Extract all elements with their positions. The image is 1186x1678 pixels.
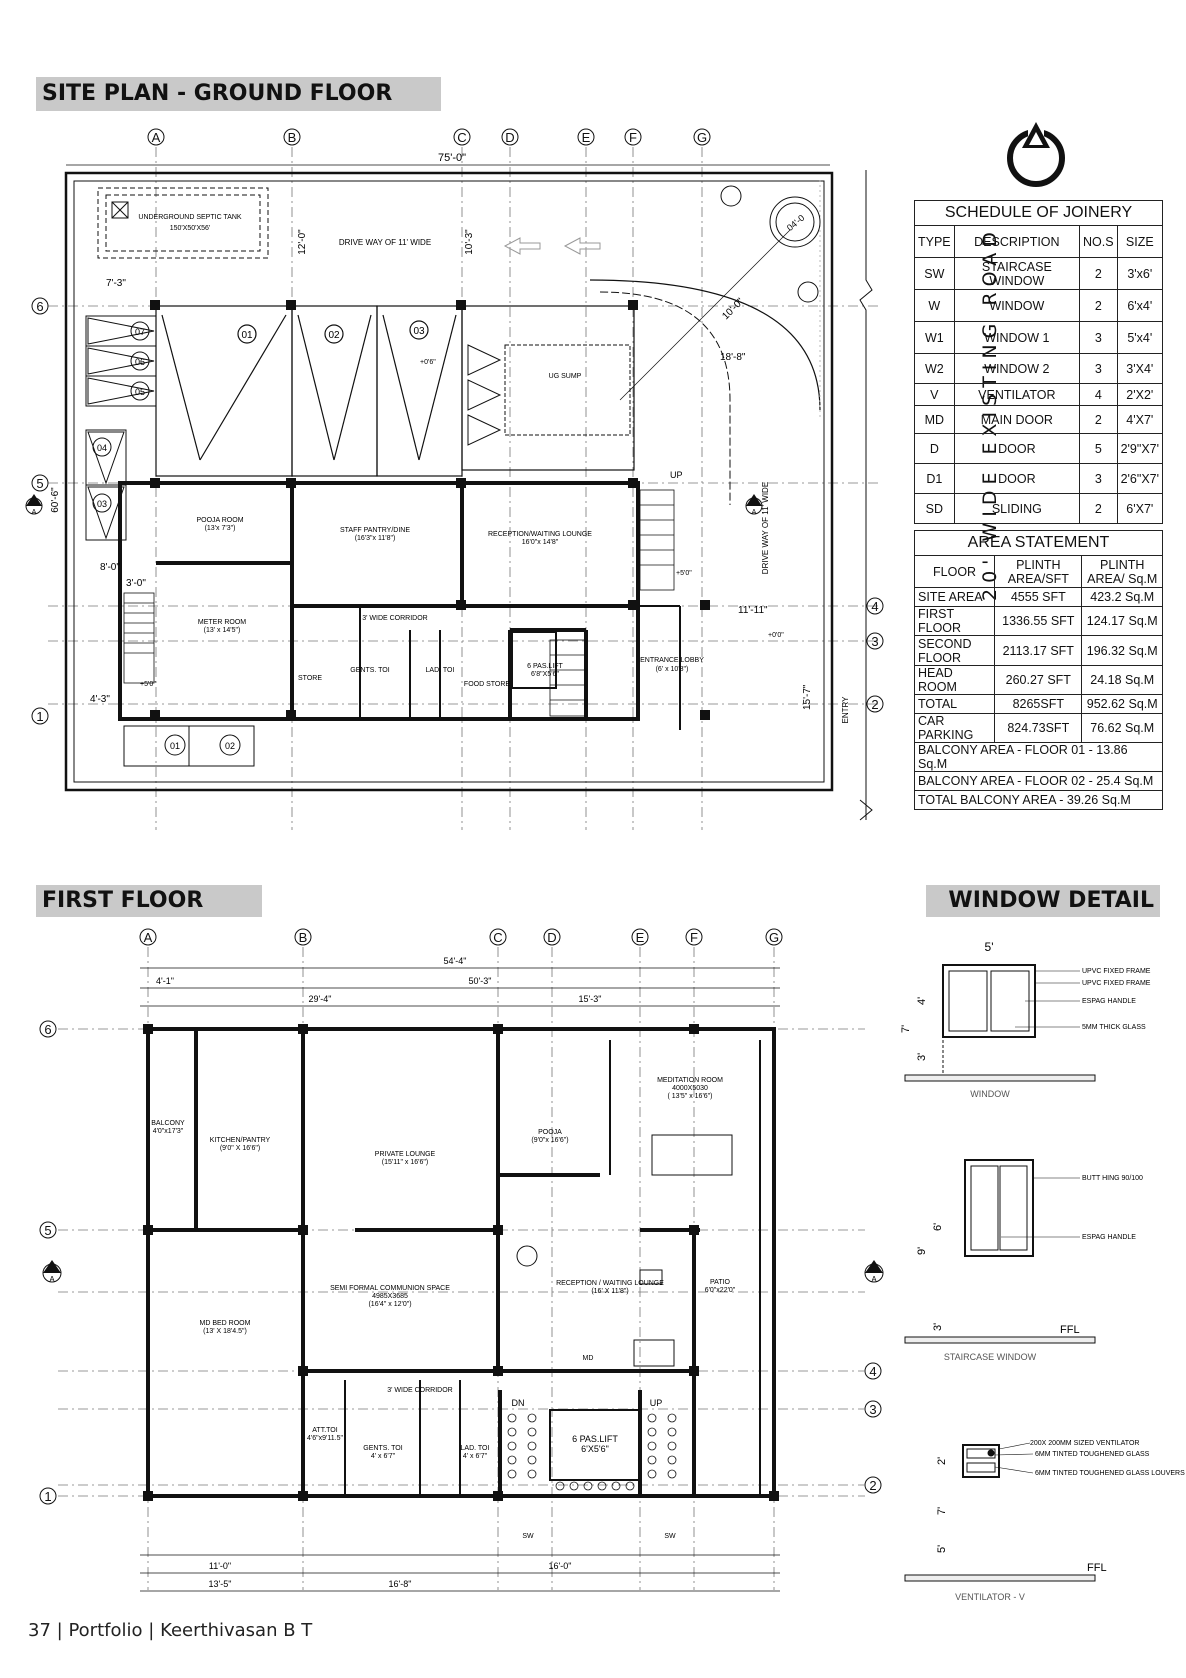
ff-patio-label: PATIO	[710, 1279, 730, 1286]
ff-sw-label-2: SW	[664, 1533, 676, 1540]
dim-8-0: 8'-0"	[100, 562, 120, 573]
level-tag-1: +0'6"	[420, 359, 436, 366]
w1-height-label: 4'	[916, 996, 928, 1005]
first-floor-heading: FIRST FLOOR	[36, 885, 262, 917]
north-arrow-icon	[1000, 118, 1072, 190]
grid-label-e: E	[581, 130, 591, 145]
grid-label-3: 3	[871, 634, 879, 649]
sw-total-label: 9'	[916, 1246, 928, 1255]
schedule-cell: MAIN DOOR	[954, 406, 1079, 434]
grid-label-6: 6	[36, 299, 44, 314]
level-tag-2: +5'0"	[676, 570, 692, 577]
svg-text:01: 01	[169, 741, 181, 751]
ff-dim-11-0: 11'-0"	[208, 1561, 232, 1571]
grid-label-1: 1	[36, 709, 44, 724]
level-tag-4: +5'0"	[140, 681, 156, 688]
area-header: PLINTH AREA/SFT	[995, 556, 1082, 588]
area-note: BALCONY AREA - FLOOR 01 - 13.86 Sq.M	[915, 743, 1163, 772]
driveway-vertical-label: DRIVE WAY OF 11' WIDE	[761, 481, 770, 575]
ff-meditation-size1: 4000X5030	[672, 1085, 708, 1092]
area-cell: FIRST FLOOR	[915, 607, 995, 636]
w1-sill-label: 3'	[916, 1052, 928, 1061]
schedule-title: SCHEDULE OF JOINERY	[915, 201, 1163, 226]
ff-balcony-label: BALCONY	[151, 1120, 185, 1127]
first-floor-plan	[0, 920, 900, 1610]
sw-height-label: 6'	[932, 1222, 944, 1231]
schedule-header: TYPE	[915, 226, 955, 258]
gf-store-label: STORE	[298, 675, 322, 682]
gf-meter-size: (13' x 14'5")	[203, 627, 241, 634]
v-ffl-label: FFL	[1087, 1562, 1107, 1574]
schedule-cell: 2	[1080, 494, 1118, 524]
schedule-cell: W2	[915, 354, 955, 384]
sw-sill-label: 3'	[932, 1322, 944, 1331]
gf-corridor-label: 3' WIDE CORRIDOR	[362, 615, 428, 622]
schedule-cell: 2	[1080, 290, 1118, 322]
footer-separator: |	[56, 1620, 63, 1641]
ventilator-elevation	[963, 1445, 999, 1477]
schedule-cell: 2'9"X7'	[1117, 434, 1162, 464]
schedule-cell: WINDOW	[954, 290, 1079, 322]
ff-dim-50-3: 50'-3"	[468, 976, 492, 986]
grid-label-5: 5	[36, 476, 44, 491]
ff-lift-size: 6'X5'6"	[581, 1444, 609, 1454]
area-cell: 24.18 Sq.M	[1082, 666, 1163, 695]
ff-dim-4-1: 4'-1"	[156, 976, 174, 986]
area-cell: 824.73SFT	[995, 714, 1082, 743]
v-sill-label: 5'	[936, 1544, 948, 1553]
w1-note-3: ESPAG HANDLE	[1082, 998, 1136, 1005]
w1-note-4: 5MM THICK GLASS	[1082, 1024, 1146, 1031]
schedule-cell: SD	[915, 494, 955, 524]
schedule-cell: SLIDING	[954, 494, 1079, 524]
schedule-cell: 3'x6'	[1117, 258, 1162, 290]
site-plan-heading: SITE PLAN - GROUND FLOOR	[36, 77, 441, 111]
area-cell: 124.17 Sq.M	[1082, 607, 1163, 636]
schedule-cell: W1	[915, 322, 955, 354]
schedule-cell: D	[915, 434, 955, 464]
svg-text:A: A	[31, 509, 37, 516]
schedule-cell: 5	[1080, 434, 1118, 464]
schedule-cell: 2	[1080, 406, 1118, 434]
ff-private-lounge-size: (15'11" x 16'6")	[381, 1159, 429, 1166]
ff-kitchen-label: KITCHEN/PANTRY	[209, 1137, 271, 1144]
gf-lift-label: 6 PAS.LIFT	[527, 663, 563, 670]
svg-text:A: A	[751, 509, 757, 516]
schedule-cell: WINDOW 2	[954, 354, 1079, 384]
gf-up-label: UP	[670, 470, 683, 480]
ff-balcony-size: 4'0"x17'3"	[152, 1128, 184, 1135]
svg-text:06: 06	[134, 357, 146, 367]
ff-lad-size: 4' x 6'7"	[462, 1453, 488, 1460]
page-footer	[28, 1620, 312, 1641]
grid-label-4: 4	[871, 599, 879, 614]
ff-patio-size: 6'0"x22'0"	[704, 1287, 736, 1294]
dim-15-7: 15'-7"	[802, 684, 813, 710]
gf-meter-label: METER ROOM	[197, 619, 247, 626]
ff-grid-c: C	[493, 930, 503, 945]
gf-staff-size: (16'3"x 11'8")	[354, 535, 396, 542]
area-cell: CAR PARKING	[915, 714, 995, 743]
schedule-of-joinery-table	[914, 200, 1163, 524]
grid-label-c: C	[457, 130, 467, 145]
schedule-cell: 3	[1080, 354, 1118, 384]
v-total-label: 7'	[936, 1506, 948, 1515]
ff-grid-f: F	[690, 930, 698, 945]
gf-lobby-label: ENTRANCE LOBBY	[640, 657, 704, 664]
ff-communion-size2: (16'4" x 12'0")	[368, 1301, 412, 1308]
dim-overall-depth: 60'-6"	[50, 487, 61, 513]
svg-text:05: 05	[134, 387, 146, 397]
w1-note-2: UPVC FIXED FRAME	[1082, 980, 1151, 987]
ug-sump-label: UG SUMP	[548, 373, 582, 380]
area-cell: SITE AREA	[915, 588, 995, 607]
ff-gents-label: GENTS. TOI	[363, 1445, 403, 1452]
ff-grid-3: 3	[869, 1402, 877, 1417]
ff-grid-2: 2	[869, 1478, 877, 1493]
svg-text:04: 04	[96, 443, 108, 453]
ff-grid-5: 5	[44, 1223, 52, 1238]
area-cell: 4555 SFT	[995, 588, 1082, 607]
area-cell: 1336.55 SFT	[995, 607, 1082, 636]
dim-7-3: 7'-3"	[106, 278, 126, 289]
footer-separator: |	[148, 1620, 155, 1641]
ff-pooja-size: (9'0"x 16'6")	[531, 1137, 569, 1144]
v-note-1: 200X 200MM SIZED VENTILATOR	[1030, 1440, 1140, 1447]
dim-10-0: 10'-0"	[720, 296, 747, 323]
ff-md-bed-size: (13' X 18'4.5")	[203, 1328, 247, 1335]
schedule-cell: 6'x4'	[1117, 290, 1162, 322]
dim-overall-width: 75'-0"	[437, 152, 467, 164]
schedule-cell: MD	[915, 406, 955, 434]
ff-dn-label: DN	[511, 1398, 525, 1408]
area-header: FLOOR	[915, 556, 995, 588]
ff-pooja-label: POOJA	[538, 1129, 562, 1136]
ff-dim-13-5: 13'-5"	[208, 1579, 232, 1589]
ground-floor-plan	[0, 120, 915, 840]
w1-caption: WINDOW	[970, 1089, 1010, 1099]
window-details	[895, 935, 1185, 1615]
ff-grid-1: 1	[44, 1489, 52, 1504]
schedule-cell: V	[915, 384, 955, 406]
gf-lad-label: LAD. TOI	[425, 667, 455, 674]
window-detail-heading: WINDOW DETAIL	[926, 885, 1160, 917]
ff-kitchen-size: (9'0" X 16'6")	[219, 1145, 261, 1152]
ff-grid-6: 6	[44, 1022, 52, 1037]
svg-text:A: A	[871, 1275, 877, 1284]
ff-lift-label: 6 PAS.LIFT	[572, 1434, 618, 1444]
staircase-window-elevation	[965, 1160, 1033, 1256]
grid-label-2: 2	[871, 697, 879, 712]
area-cell: 196.32 Sq.M	[1082, 636, 1163, 666]
schedule-cell: 6'X7'	[1117, 494, 1162, 524]
tree-label: 04'-0	[784, 212, 807, 233]
ff-corridor-label: 3' WIDE CORRIDOR	[387, 1387, 453, 1394]
schedule-cell: 2'6"X7'	[1117, 464, 1162, 494]
v-note-3: 6MM TINTED TOUGHENED GLASS LOUVERS	[1035, 1470, 1185, 1477]
schedule-cell: VENTILATOR	[954, 384, 1079, 406]
ff-md-bed-label: MD BED ROOM	[199, 1320, 251, 1327]
schedule-cell: 3'X4'	[1117, 354, 1162, 384]
ff-md-label: MD	[582, 1355, 594, 1362]
schedule-cell: STAIRCASE WINDOW	[954, 258, 1079, 290]
ff-communion-label: SEMI FORMAL COMMUNION SPACE	[330, 1285, 450, 1292]
ff-dim-overall: 54'-4"	[443, 956, 467, 966]
v-caption: VENTILATOR - V	[955, 1592, 1025, 1602]
area-cell: TOTAL	[915, 695, 995, 714]
gf-staff-label: STAFF PANTRY/DINE	[339, 527, 411, 534]
gf-reception-label: RECEPTION/WAITING LOUNGE	[488, 531, 592, 538]
dim-4-3: 4'-3"	[90, 694, 110, 705]
gf-lobby-size: (6' x 10'8")	[655, 666, 689, 673]
gf-gents-label: GENTS. TOI	[350, 667, 390, 674]
sw-note-1: BUTT HING 90/100	[1082, 1175, 1143, 1182]
gf-lift-size: 6'8"X5'6"	[531, 671, 559, 678]
footer-portfolio: Portfolio	[68, 1620, 143, 1641]
area-cell: HEAD ROOM	[915, 666, 995, 695]
area-cell: 952.62 Sq.M	[1082, 695, 1163, 714]
grid-label-d: D	[505, 130, 515, 145]
ff-communion-size1: 4985X3685	[372, 1293, 408, 1300]
gf-pooja-label: POOJA ROOM	[196, 517, 244, 524]
schedule-cell: D1	[915, 464, 955, 494]
schedule-cell: 2'X2'	[1117, 384, 1162, 406]
ff-grid-b: B	[298, 930, 308, 945]
ff-grid-e: E	[635, 930, 645, 945]
area-cell: 76.62 Sq.M	[1082, 714, 1163, 743]
area-cell: 2113.17 SFT	[995, 636, 1082, 666]
ff-gents-size: 4' x 6'7"	[370, 1453, 396, 1460]
dim-3-0: 3'-0"	[126, 578, 146, 589]
svg-text:02: 02	[224, 741, 236, 751]
ff-section-marker-icon	[43, 1260, 883, 1284]
dim-18-8: 18'-8"	[720, 352, 746, 363]
area-header: PLINTH AREA/ Sq.M	[1082, 556, 1163, 588]
ff-dim-16-0: 16'-0"	[548, 1561, 572, 1571]
v-height-label: 2'	[936, 1456, 948, 1465]
ff-reception-label: RECEPTION / WAITING LOUNGE	[556, 1280, 664, 1287]
area-note: BALCONY AREA - FLOOR 02 - 25.4 Sq.M	[915, 772, 1163, 791]
page-number: 37	[28, 1620, 51, 1641]
ff-grid-a: A	[143, 930, 153, 945]
grid-label-f: F	[629, 130, 637, 145]
dim-12-0: 12'-0"	[297, 229, 308, 255]
ff-reception-size: (16' X 11'8")	[591, 1288, 629, 1295]
area-note: TOTAL BALCONY AREA - 39.26 Sq.M	[915, 791, 1163, 810]
w1-width-label: 5'	[984, 940, 994, 954]
septic-tank-label: UNDERGROUND SEPTIC TANK	[138, 214, 242, 221]
area-cell: 260.27 SFT	[995, 666, 1082, 695]
ff-grid-g: G	[768, 930, 780, 945]
schedule-cell: SW	[915, 258, 955, 290]
schedule-cell: 2	[1080, 258, 1118, 290]
gf-food-label: FOOD STORE	[463, 681, 511, 688]
w1-note-1: UPVC FIXED FRAME	[1082, 968, 1151, 975]
grid-label-b: B	[287, 130, 297, 145]
dim-11-11: 11'-11"	[738, 605, 768, 616]
schedule-cell: 4'X7'	[1117, 406, 1162, 434]
gf-pooja-size: (13'x 7'3")	[204, 525, 236, 532]
grid-label-g: G	[696, 130, 708, 145]
area-cell: 423.2 Sq.M	[1082, 588, 1163, 607]
driveway-label: DRIVE WAY OF 11' WIDE	[338, 238, 432, 247]
schedule-header: SIZE	[1117, 226, 1162, 258]
ff-dim-15-3: 15'-3"	[578, 994, 602, 1004]
schedule-cell: W	[915, 290, 955, 322]
ff-meditation-label: MEDITATION ROOM	[657, 1077, 723, 1084]
ff-lad-label: LAD. TOI	[460, 1445, 490, 1452]
schedule-cell: 3	[1080, 322, 1118, 354]
area-cell: SECOND FLOOR	[915, 636, 995, 666]
ff-grid-d: D	[547, 930, 557, 945]
ff-dim-16-8: 16'-8"	[388, 1579, 412, 1589]
ff-up-label: UP	[649, 1398, 663, 1408]
svg-text:07: 07	[134, 327, 146, 337]
area-cell: 8265SFT	[995, 695, 1082, 714]
sw-caption: STAIRCASE WINDOW	[943, 1352, 1037, 1362]
level-tag-3: +0'0"	[768, 632, 784, 639]
schedule-cell: 3	[1080, 464, 1118, 494]
sw-ffl-label: FFL	[1060, 1324, 1080, 1336]
ff-dim-29-4: 29'-4"	[308, 994, 332, 1004]
v-note-2: 6MM TINTED TOUGHENED GLASS	[1035, 1451, 1150, 1458]
gf-reception-size: 16'0"x 14'8"	[521, 539, 559, 546]
footer-author: Keerthivasan B T	[160, 1620, 313, 1641]
schedule-cell: WINDOW 1	[954, 322, 1079, 354]
grid-bubbles-top	[148, 129, 710, 145]
svg-text:01: 01	[241, 330, 253, 341]
ff-grid-4: 4	[869, 1364, 877, 1379]
schedule-cell: DOOR	[954, 434, 1079, 464]
svg-text:02: 02	[328, 330, 340, 341]
svg-text:03: 03	[96, 499, 108, 509]
window-elevation	[943, 965, 1035, 1075]
ff-att-toi-label: ATT.TOI	[312, 1427, 338, 1434]
ff-meditation-size2: ( 13'5" x 16'6")	[667, 1093, 713, 1100]
schedule-header: NO.S	[1080, 226, 1118, 258]
w1-total-label: 7'	[900, 1024, 912, 1033]
schedule-cell: 4	[1080, 384, 1118, 406]
svg-text:03: 03	[413, 326, 425, 337]
ff-sw-label-1: SW	[522, 1533, 534, 1540]
entry-label: ENTRY	[841, 696, 850, 724]
schedule-cell: DOOR	[954, 464, 1079, 494]
sw-note-2: ESPAG HANDLE	[1082, 1234, 1136, 1241]
schedule-cell: 5'x4'	[1117, 322, 1162, 354]
schedule-header: DESCRIPTION	[954, 226, 1079, 258]
ff-private-lounge-label: PRIVATE LOUNGE	[374, 1151, 436, 1158]
svg-text:A: A	[49, 1275, 55, 1284]
septic-tank-size: 150'X50'X56'	[169, 225, 211, 232]
road-label: 20' WIDE EXISTING ROAD	[979, 226, 1001, 601]
ff-att-toi-size: 4'6"x9'11.5"	[307, 1435, 343, 1442]
grid-label-a: A	[151, 130, 161, 145]
area-statement-table	[914, 530, 1163, 810]
dim-10-3: 10'-3"	[464, 229, 475, 255]
area-title: AREA STATEMENT	[915, 531, 1163, 556]
